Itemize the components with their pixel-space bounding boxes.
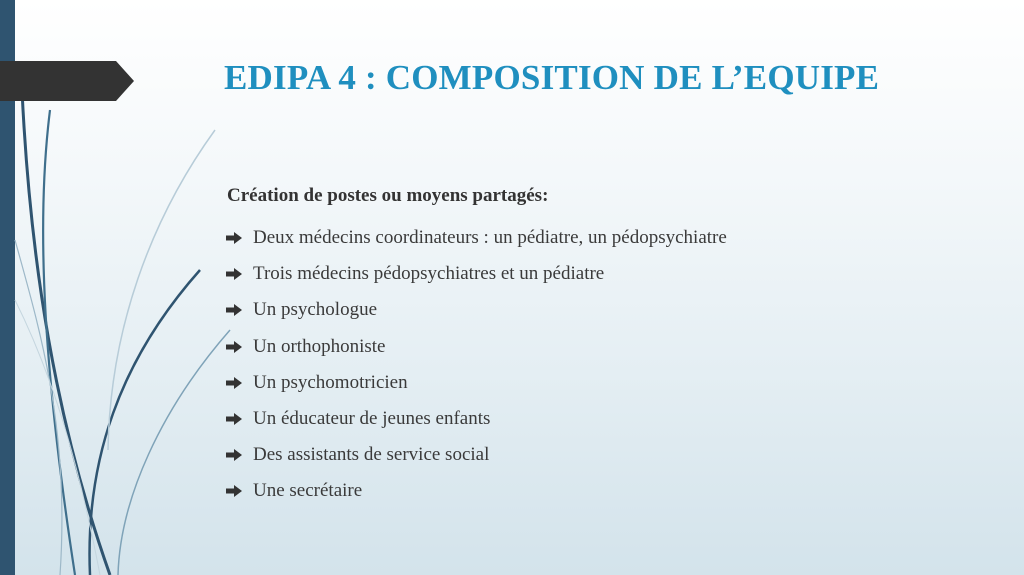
list-item	[226, 365, 727, 401]
list-item	[226, 256, 727, 292]
list-item-text: Des assistants de service social	[253, 444, 490, 466]
slide-title: EDIPA 4 : COMPOSITION DE L’EQUIPE	[224, 58, 880, 97]
list-item	[226, 473, 727, 509]
arrow-right-icon	[226, 268, 242, 280]
list-item-text: Un psychologue	[253, 299, 378, 321]
list-item	[226, 401, 727, 437]
list-item	[226, 437, 727, 473]
list-item-text: Un orthophoniste	[253, 335, 386, 357]
list-item	[226, 220, 727, 256]
arrow-right-icon	[226, 449, 242, 461]
section-subtitle: Création de postes ou moyens partagés:	[227, 185, 549, 206]
title-marker-arrow	[0, 61, 134, 101]
list-item-text: Deux médecins coordinateurs : un pédiatre, un pédopsychiatre	[253, 227, 727, 249]
list-item	[226, 292, 727, 328]
arrow-right-icon	[226, 341, 242, 353]
arrow-right-icon	[226, 232, 242, 244]
bullet-list	[226, 220, 727, 510]
arrow-right-icon	[226, 413, 242, 425]
list-item-text: Trois médecins pédopsychiatres et un pédiatre	[253, 263, 605, 285]
list-item-text: Un psychomotricien	[253, 371, 408, 393]
arrow-right-icon	[226, 485, 242, 497]
list-item-text: Une secrétaire	[253, 480, 363, 502]
arrow-right-icon	[226, 304, 242, 316]
list-item	[226, 329, 727, 365]
list-item-text: Un éducateur de jeunes enfants	[253, 408, 491, 430]
arrow-right-icon	[226, 377, 242, 389]
